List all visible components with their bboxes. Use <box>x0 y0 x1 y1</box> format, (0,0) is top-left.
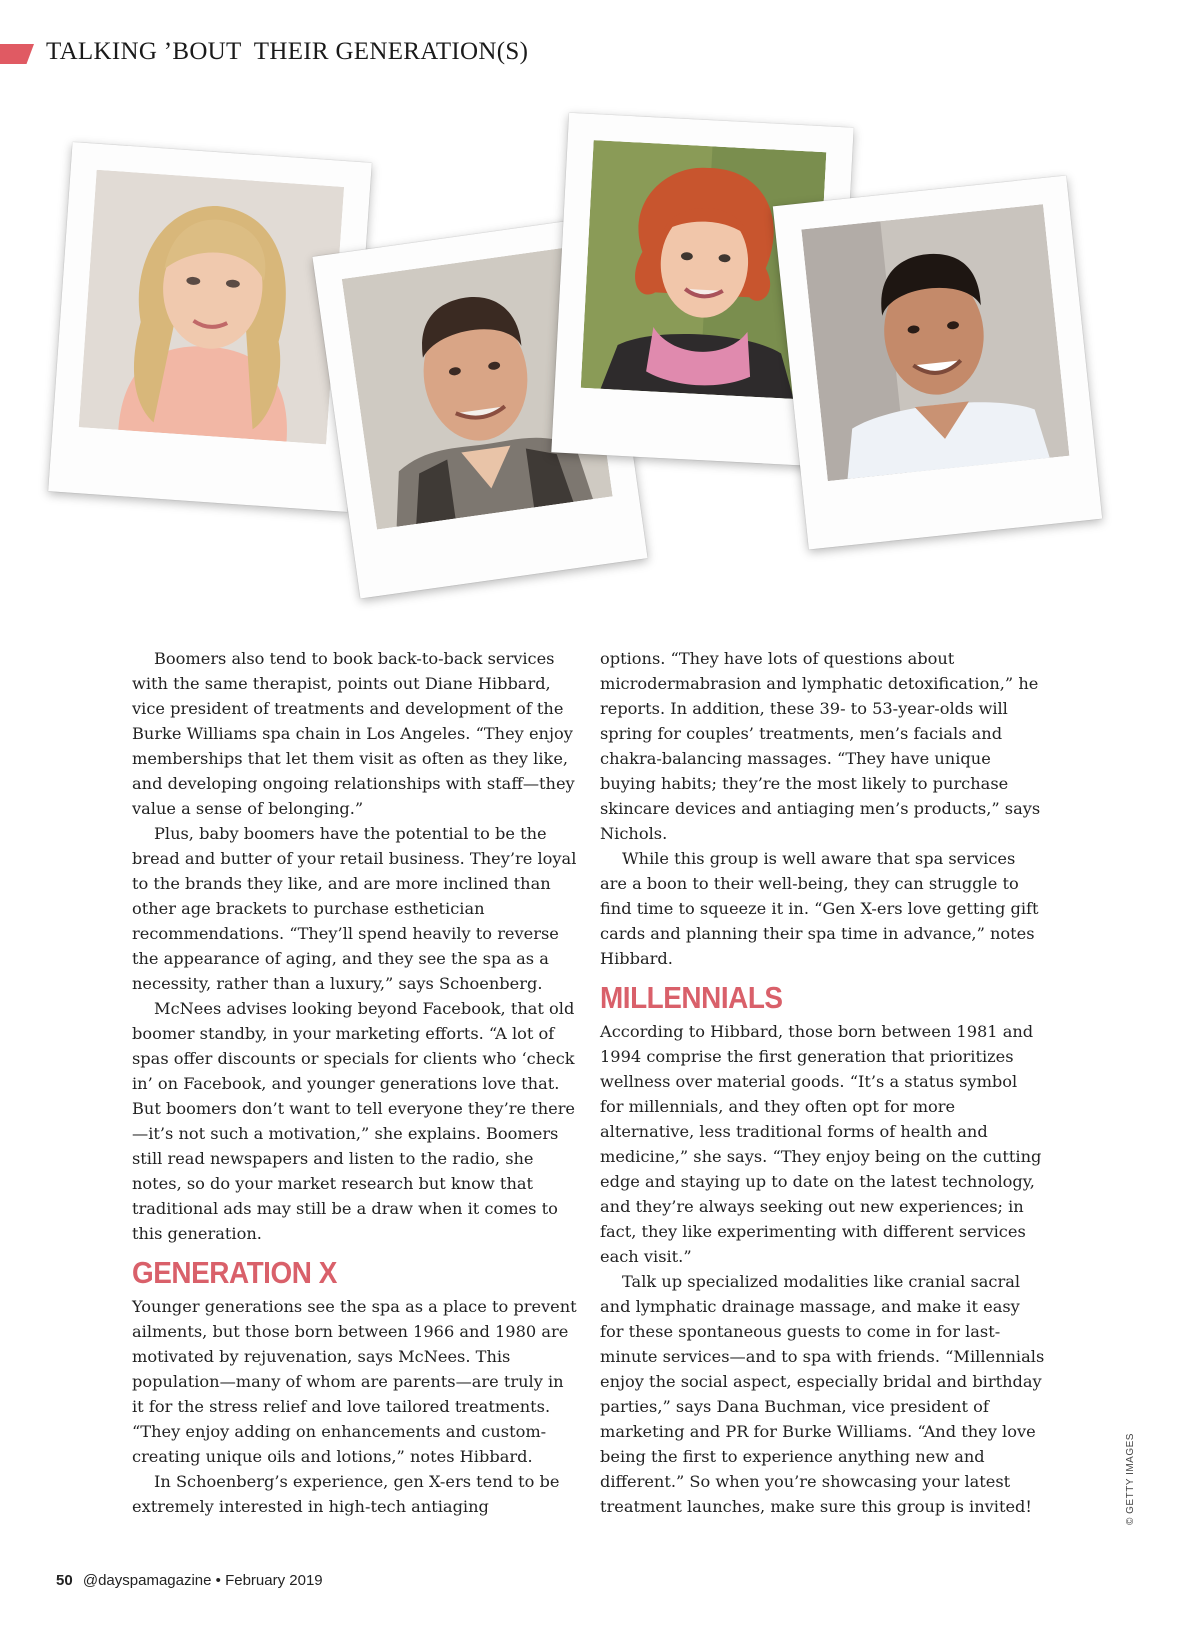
page-number: 50 <box>56 1572 73 1589</box>
paragraph: While this group is well aware that spa services are a boon to their well-being, they can struggle to find time to squeeze it in. “Gen X-ers love getting gift cards and planning their spa time in advance,” notes Hibbard. <box>600 849 1039 968</box>
paragraph: In Schoenberg’s experience, gen X-ers tend to be extremely interested in high-tech antiaging <box>132 1472 560 1516</box>
article-column-left <box>132 646 577 1519</box>
paragraph: McNees advises looking beyond Facebook, that old boomer standby, in your marketing efforts. “A lot of spas offer discounts or specials for clients who ‘check in’ on Facebook, and younger generations love that. But boomers don’t want to tell everyone they’re there—it’s not such a motivation,” she explains. Boomers still read newspapers and listen to the radio, she notes, so do your market research but know that traditional ads may still be a draw when it comes to this generation. <box>132 999 576 1243</box>
portrait-collage <box>0 90 1200 610</box>
paragraph: According to Hibbard, those born between 1981 and 1994 comprise the first generation that prioritizes wellness over material goods. “It’s a status symbol for millennials, and they often opt for more alternative, less traditional forms of health and medicine,” she says. “They enjoy being on the cutting edge and staying up to date on the latest technology, and they’re always seeking out new experiences; in fact, they like experimenting with different services each visit.” <box>600 1022 1042 1266</box>
paragraph: Plus, baby boomers have the potential to be the bread and butter of your retail business. They’re loyal to the brands they like, and are more inclined than other age brackets to purchase esthetician recommendations. “They’ll spend heavily to reverse the appearance of aging, and they see the spa as a necessity, rather than a luxury,” says Schoenberg. <box>132 824 577 993</box>
paragraph: options. “They have lots of questions about microdermabrasion and lymphatic detoxification,” he reports. In addition, these 39- to 53-year-olds will spring for couples’ treatments, men’s facials and chakra-balancing massages. “They have unique buying habits; they’re the most likely to purchase skincare devices and antiaging men’s products,” says Nichols. <box>600 649 1041 843</box>
portrait-young-man <box>801 204 1069 481</box>
portrait-blonde-woman <box>79 170 344 445</box>
section-heading-millennials: MILLENNIALS <box>600 980 783 1015</box>
footer-text: @dayspamagazine • February 2019 <box>82 1572 323 1589</box>
page-footer <box>56 1572 323 1589</box>
header-accent-tab <box>0 44 34 64</box>
paragraph: Boomers also tend to book back-to-back services with the same therapist, points out Diane Hibbard, vice president of treatments and development of the Burke Williams spa chain in Los Angeles. “They enjoy memberships that let them visit as often as they like, and developing ongoing relationships with staff—they value a sense of belonging.” <box>132 649 575 818</box>
paragraph: Talk up specialized modalities like cranial sacral and lymphatic drainage massage, and make it easy for these spontaneous guests to come in for last-minute services—and to spa with friends. “Millennials enjoy the social aspect, especially bridal and birthday parties,” says Dana Buchman, vice president of marketing and PR for Burke Williams. “And they love being the first to experience anything new and different.” So when you’re showcasing your latest treatment launches, make sure this group is invited! <box>600 1272 1045 1516</box>
section-header: TALKING ’BOUT THEIR GENERATION(S) <box>46 38 529 65</box>
article-column-right <box>600 646 1045 1519</box>
paragraph: Younger generations see the spa as a place to prevent ailments, but those born between 1966 and 1980 are motivated by rejuvenation, says McNees. This population—many of whom are parents—are truly in it for the stress relief and love tailored treatments. “They enjoy adding on enhancements and custom-creating unique oils and lotions,” notes Hibbard. <box>132 1297 577 1466</box>
polaroid-photo-young-man <box>773 176 1102 550</box>
section-heading-generation-x: GENERATION X <box>132 1255 337 1290</box>
photo-credit: © GETTY IMAGES <box>1125 1433 1136 1525</box>
